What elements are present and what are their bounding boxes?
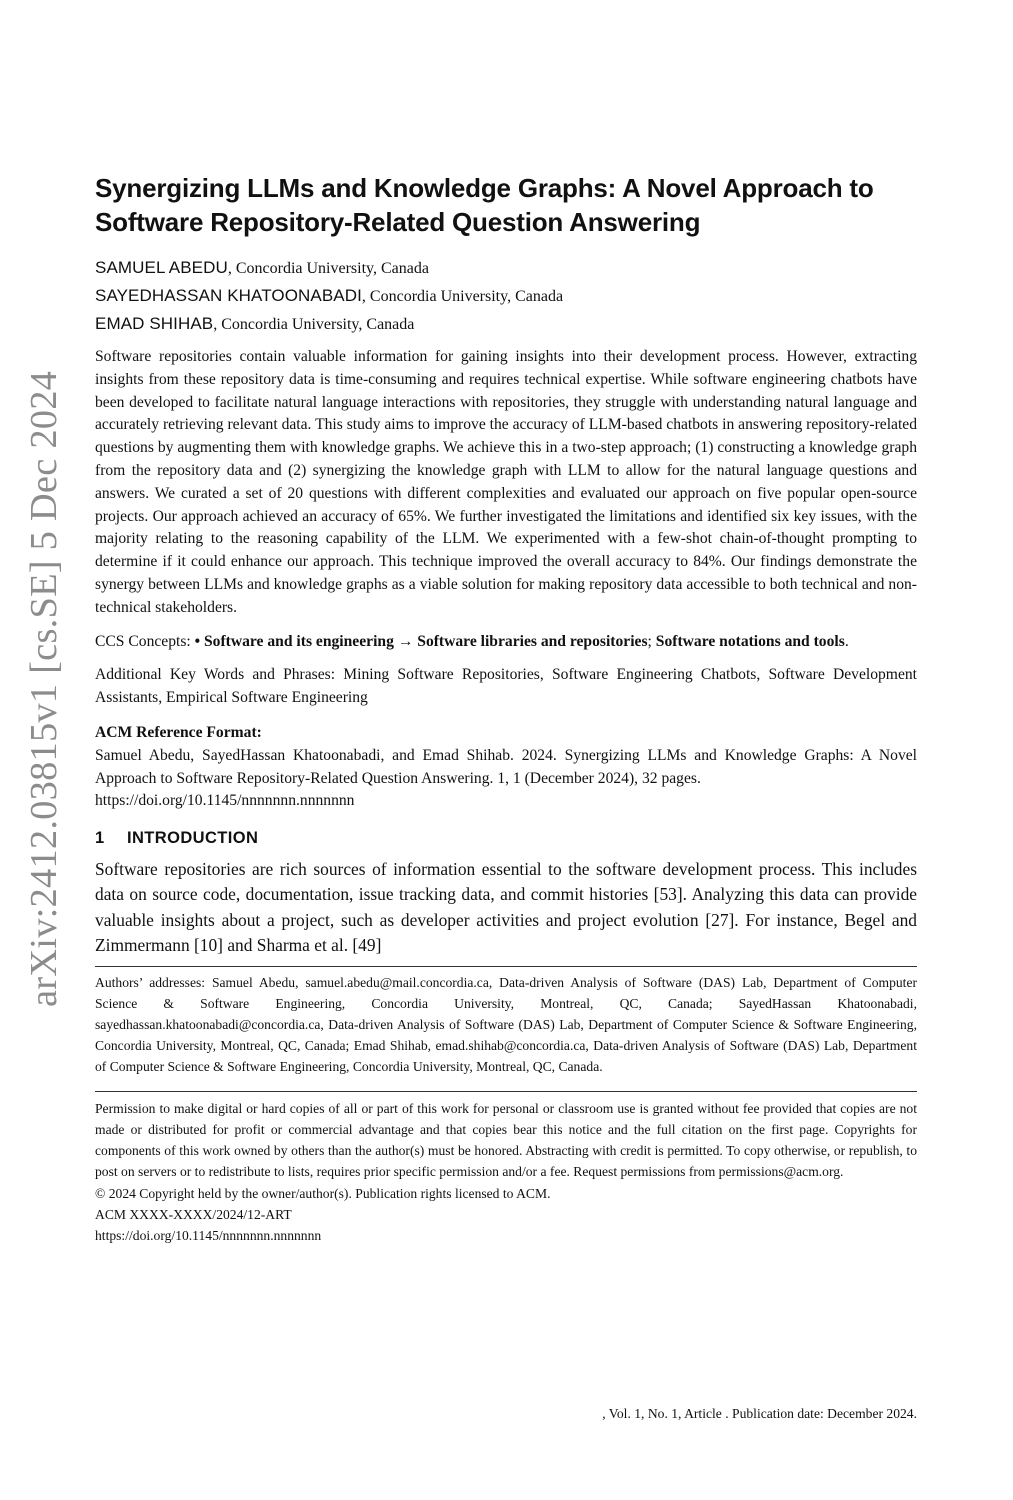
introduction-text: Software repositories are rich sources of information essential to the software development process. This includes data on source code, documentation, issue tracking data, and commit histories [53]. Analyzing this data can provide valuable insights about a project, such as developer activities and project evolution [27]. For instance, Begel and Zimmermann [10] and Sharma et al. [49] [95, 859, 917, 956]
author-entry [95, 310, 917, 338]
section-number: 1 [95, 829, 105, 848]
permission-notice: Permission to make digital or hard copies of all or part of this work for personal or classroom use is granted without fee provided that copies are not made or distributed for profit or commercial advantage and that copies bear this notice and the full citation on the first page. Copyrights for components of this work owned by others than the author(s) must be honored. Abstracting with credit is permitted. To copy otherwise, or republish, to post on servers or to redistribute to lists, requires prior specific permission and/or a fee. Request permissions from permissions@acm.org. [95, 1101, 917, 1180]
ccs-concept: Software and its engineering [204, 632, 394, 650]
author-affiliation: , Concordia University, Canada [361, 288, 564, 305]
acm-reference-heading: ACM Reference Format: [95, 723, 262, 741]
authors-addresses: Authors’ addresses: Samuel Abedu, samuel.abedu@mail.concordia.ca, Data-driven Analysis of Software (DAS) Lab, Department of Computer Science & Software Engineering, Concordia University, Montreal, QC, Canada; SayedHassan Khatoonabadi, sayedhassan.khatoonabadi@concordia.ca, Data-driven Analysis of Software (DAS) Lab, Department of Computer Science & Software Engineering, Concordia University, Montreal, QC, Canada; Emad Shihab, emad.shihab@concordia.ca, Data-driven Analysis of Software (DAS) Lab, Department of Computer Science & Software Engineering, Concordia University, Montreal, QC, Canada. [95, 975, 917, 1074]
ccs-separator: ; [647, 632, 656, 650]
copyright-line: © 2024 Copyright held by the owner/author(s). Publication rights licensed to ACM. [95, 1186, 551, 1202]
ccs-concept: Software libraries and repositories [417, 632, 648, 650]
author-entry [95, 282, 917, 310]
author-affiliation: , Concordia University, Canada [213, 316, 415, 333]
ccs-concepts [95, 631, 917, 654]
ccs-arrow: → [393, 632, 418, 650]
ccs-concept: Software notations and tools [655, 632, 845, 650]
author-list [95, 254, 917, 338]
ccs-end: . [844, 632, 849, 650]
acm-reference-format [95, 722, 917, 813]
acm-reference-doi[interactable]: https://doi.org/10.1145/nnnnnnn.nnnnnnn [95, 792, 355, 810]
acm-number: ACM XXXX-XXXX/2024/12-ART [95, 1207, 292, 1223]
author-affiliation: , Concordia University, Canada [227, 260, 429, 277]
copyright-block [95, 1183, 917, 1246]
paper-title: Synergizing LLMs and Knowledge Graphs: A Novel Approach to Software Repository-Related Question Answering [95, 173, 874, 237]
ccs-label: CCS Concepts: [95, 632, 195, 650]
author-entry [95, 254, 917, 282]
permission-divider [95, 1091, 917, 1092]
author-name: EMAD SHIHAB [95, 314, 214, 333]
ccs-bullet: • [194, 632, 204, 650]
author-name: SAMUEL ABEDU [95, 258, 228, 277]
copyright-doi[interactable]: https://doi.org/10.1145/nnnnnnn.nnnnnnn [95, 1228, 322, 1244]
page-footer: , Vol. 1, No. 1, Article . Publication date: December 2024. [602, 1406, 917, 1421]
footnote-divider [95, 966, 917, 967]
abstract: Software repositories contain valuable information for gaining insights into their development process. However, extracting insights from these repository data is time-consuming and requires technical expertise. While software engineering chatbots have been developed to facilitate natural language interactions with repositories, they struggle with understanding natural language and accurately retrieving relevant data. This study aims to improve the accuracy of LLM-based chatbots in answering repository-related questions by augmenting them with knowledge graphs. We achieve this in a two-step approach; (1) constructing a knowledge graph from the repository data and (2) synergizing the knowledge graph with LLM to allow for the natural language questions and answers. We curated a set of 20 questions with different complexities and evaluated our approach on five popular open-source projects. Our approach achieved an accuracy of 65%. We further investigated the limitations and identified six key issues, with the majority relating to the reasoning capability of the LLM. We experimented with a few-shot chain-of-thought prompting to determine if it could enhance our approach. This technique improved the overall accuracy to 84%. Our findings demonstrate the synergy between LLMs and knowledge graphs as a viable solution for making repository data accessible to both technical and non-technical stakeholders. [95, 348, 917, 616]
section-title: INTRODUCTION [127, 829, 259, 848]
keywords: Additional Key Words and Phrases: Mining Software Repositories, Software Engineering Chatbots, Software Development Assistants, Empirical Software Engineering [95, 666, 917, 707]
arxiv-identifier-stamp: arXiv:2412.03815v1 [cs.SE] 5 Dec 2024 [23, 370, 65, 1007]
paper-content [95, 171, 917, 1246]
acm-reference-citation: Samuel Abedu, SayedHassan Khatoonabadi, and Emad Shihab. 2024. Synergizing LLMs and Knowledge Graphs: A Novel Approach to Software Repository-Related Question Answering. 1, 1 (December 2024), 32 pages. [95, 746, 917, 787]
section-heading-introduction [95, 826, 917, 850]
author-name: SAYEDHASSAN KHATOONABADI [95, 286, 362, 305]
